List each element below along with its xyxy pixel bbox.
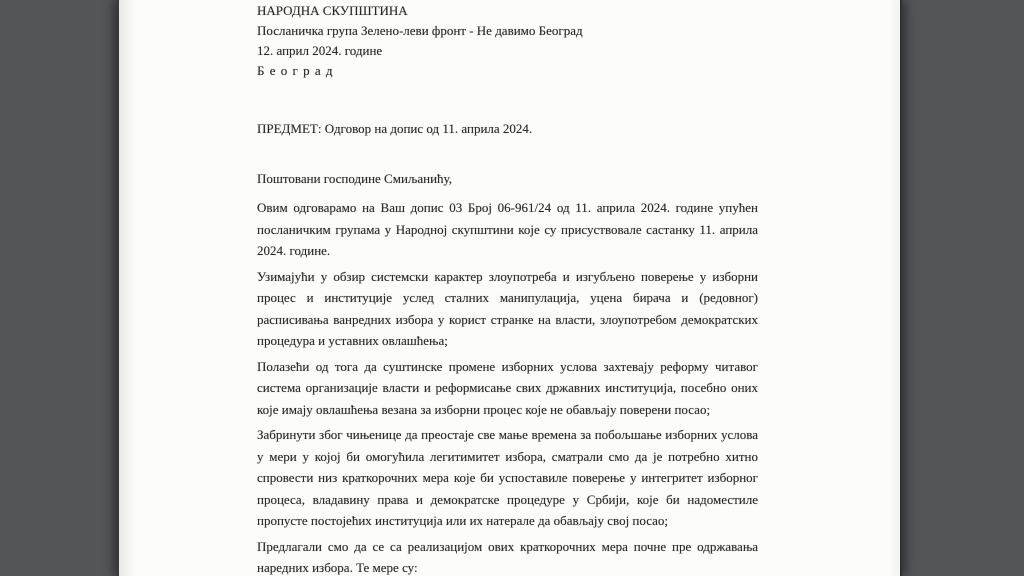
letter-city: Б е о г р а д	[257, 63, 334, 78]
body-paragraph-4: Забринути због чињенице да преостаје све мање времена за побољшање изборних услова у мери у којој би омогућила легитимитет избора, сматрали смо да је потребно хитно спровести низ краткорочних мера које би успоставиле поверење у интегритет изборног процеса, владавину права и демократске процедуре у Србији, које би надоместиле пропусте постојећих институција или их натерале да обављају свој посао;	[257, 427, 758, 528]
salutation: Поштовани господине Смиљанићу,	[257, 171, 452, 186]
document-page	[117, 0, 902, 576]
subject-line: ПРЕДМЕТ: Одговор на допис од 11. априла 2024.	[257, 121, 533, 136]
letter-date: 12. април 2024. године	[257, 43, 383, 58]
sender-parliamentary-group: Посланичка група Зелено-леви фронт - Не давимо Београд	[257, 23, 583, 38]
body-paragraph-3: Полазећи од тога да суштинске промене изборних услова захтевају реформу читавог система организације власти и реформисање свих државних институција, посебно оних које имају овлашћења везана за изборни процес које не обављају поверени посао;	[257, 358, 758, 417]
letter-content	[119, 0, 900, 576]
body-paragraph-2: Узимајући у обзир системски карактер злоупотреба и изгубљено поверење у изборни процес и институције услед сталних манипулација, уцена бирача и (редовног) расписивања ванредних избора у корист странке на власти, злоупотребом демократских процедура и уставних овлашћења;	[257, 268, 758, 348]
body-paragraph-1: Овим одговарамо на Ваш допис 03 Број 06-961/24 од 11. априла 2024. године упућен посланичким групама у Народној скупштини које су присуствовале састанку 11. априла 2024. године.	[257, 200, 758, 258]
body-paragraph-5: Предлагали смо да се са реализацијом ових краткорочних мера почне пре одржавања наредних избора. Те мере су:	[257, 538, 758, 575]
sender-organization: НАРОДНА СКУПШТИНА	[257, 3, 408, 18]
